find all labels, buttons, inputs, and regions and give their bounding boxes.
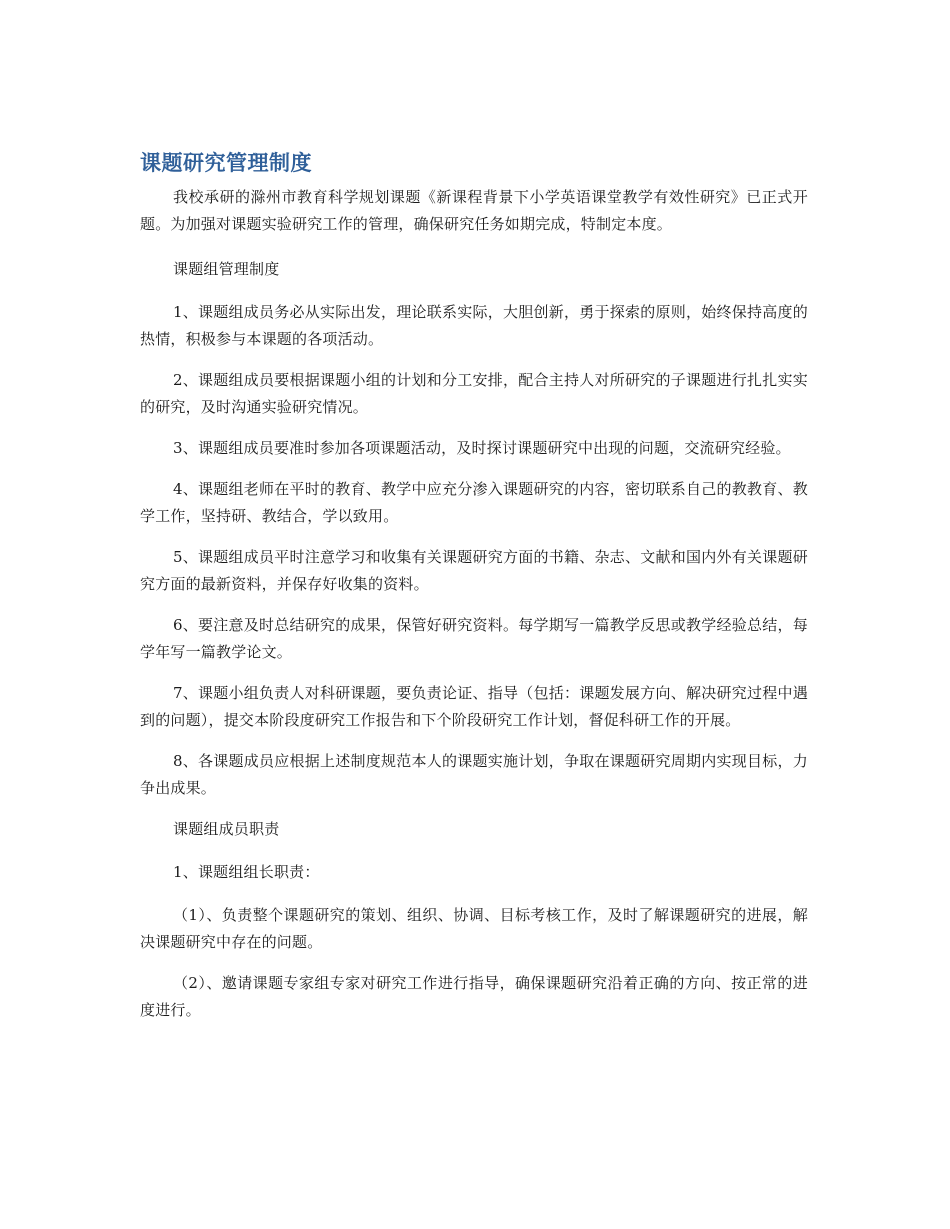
section-heading-management: 课题组管理制度 bbox=[173, 260, 280, 278]
section-heading-duties: 课题组成员职责 bbox=[173, 820, 280, 838]
rule-paragraph: 2、课题组成员要根据课题小组的计划和分工安排，配合主持人对所研究的子课题进行扎扎实实的研究，及时沟通实验研究情况。 bbox=[140, 371, 808, 416]
rule-paragraph: 8、各课题成员应根据上述制度规范本人的课题实施计划，争取在课题研究周期内实现目标，力争出成果。 bbox=[140, 752, 808, 797]
intro-paragraph: 我校承研的滁州市教育科学规划课题《新课程背景下小学英语课堂教学有效性研究》已正式开题。为加强对课题实验研究工作的管理，确保研究任务如期完成，特制定本度。 bbox=[140, 188, 808, 233]
rule-paragraph: 1、课题组成员务必从实际出发，理论联系实际，大胆创新，勇于探索的原则，始终保持高度的热情，积极参与本课题的各项活动。 bbox=[140, 303, 808, 348]
leader-duty-paragraph: （2）、邀请课题专家组专家对研究工作进行指导，确保课题研究沿着正确的方向、按正常的进度进行。 bbox=[140, 974, 808, 1019]
rule-paragraph: 5、课题组成员平时注意学习和收集有关课题研究方面的书籍、杂志、文献和国内外有关课题研究方面的最新资料，并保存好收集的资料。 bbox=[140, 548, 808, 593]
rule-paragraph: 7、课题小组负责人对科研课题，要负责论证、指导（包括：课题发展方向、解决研究过程中遇到的问题），提交本阶段度研究工作报告和下个阶段研究工作计划，督促科研工作的开展。 bbox=[140, 684, 808, 729]
leader-duties-heading: 1、课题组组长职责： bbox=[173, 863, 320, 881]
rule-paragraph: 4、课题组老师在平时的教育、教学中应充分渗入课题研究的内容，密切联系自己的教教育、教学工作，坚持研、教结合，学以致用。 bbox=[140, 480, 808, 525]
document-title: 课题研究管理制度 bbox=[140, 151, 312, 175]
rule-paragraph: 3、课题组成员要准时参加各项课题活动，及时探讨课题研究中出现的问题，交流研究经验。 bbox=[173, 439, 791, 457]
leader-duty-paragraph: （1）、负责整个课题研究的策划、组织、协调、目标考核工作，及时了解课题研究的进展，解决课题研究中存在的问题。 bbox=[140, 906, 808, 951]
document-page bbox=[140, 148, 808, 1038]
rule-paragraph: 6、要注意及时总结研究的成果，保管好研究资料。每学期写一篇教学反思或教学经验总结，每学年写一篇教学论文。 bbox=[140, 616, 808, 661]
